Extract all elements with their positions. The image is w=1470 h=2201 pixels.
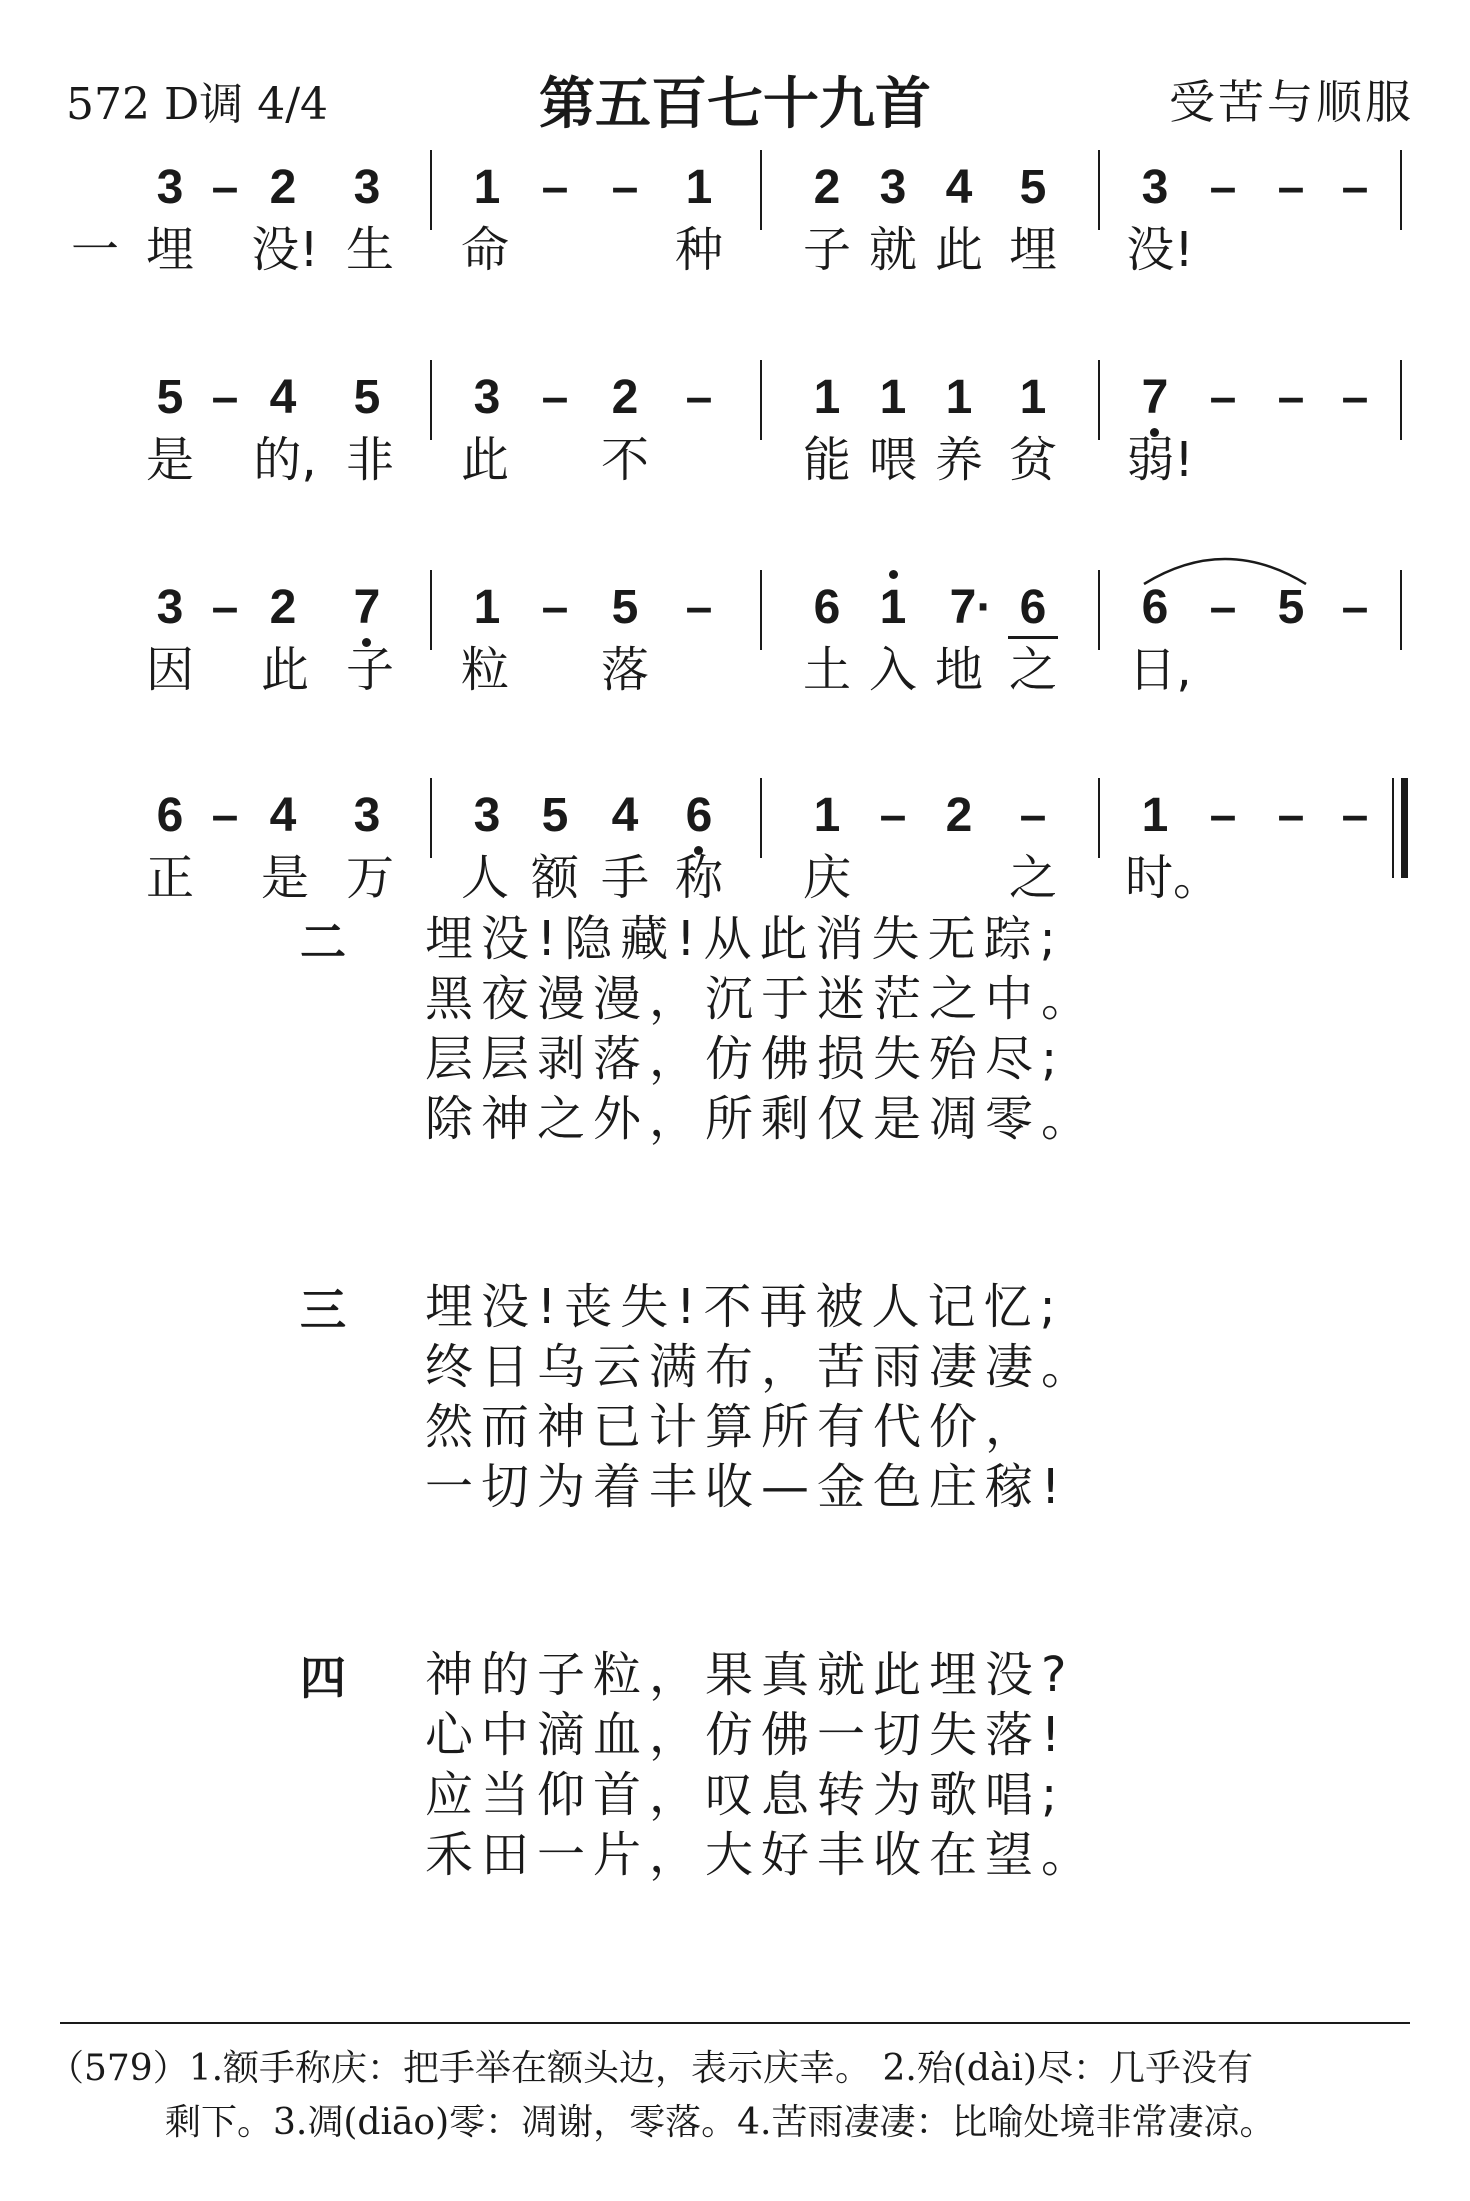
barline (1098, 360, 1100, 440)
note: 3 (879, 161, 907, 214)
lyric: 是 (145, 432, 194, 488)
lyric: 地 (934, 642, 983, 698)
note: – (541, 161, 569, 214)
lyric: 正 (145, 850, 194, 906)
barline (1098, 570, 1100, 650)
lyric: 日, (1128, 642, 1192, 698)
note: – (1341, 371, 1369, 424)
note: 7 (1141, 371, 1169, 424)
final-barline-thick (1401, 778, 1408, 878)
verse-line: 心中滴血，仿佛一切失落! (425, 1707, 1069, 1763)
note: – (1341, 581, 1369, 634)
verse-line: 埋没!隐藏!从此消失无踪; (425, 911, 1064, 967)
lyric: 手 (600, 850, 649, 906)
note: 4 (269, 371, 297, 424)
note: – (879, 789, 907, 842)
lyric: 非 (345, 432, 394, 488)
note: 6 (685, 789, 713, 842)
barline (1400, 360, 1402, 440)
eighth-underline (1008, 636, 1058, 639)
verse-line: 埋没!丧失!不再被人记忆; (425, 1279, 1064, 1335)
key-and-meter: 572 D调 4/4 (66, 79, 329, 130)
note: 5 (1277, 581, 1305, 634)
barline (430, 360, 432, 440)
lyric: 落 (600, 642, 649, 698)
verse-number: 二 (300, 915, 346, 969)
note: 3 (353, 161, 381, 214)
note: 3 (1141, 161, 1169, 214)
note: 5 (611, 581, 639, 634)
note: 3 (473, 371, 501, 424)
note: 7 (353, 581, 381, 634)
note: – (1209, 789, 1237, 842)
note: – (1277, 789, 1305, 842)
score-system-1 (0, 160, 1470, 315)
hymn-category: 受苦与顺服 (1169, 75, 1414, 129)
note: – (1209, 161, 1237, 214)
lyric: 入 (868, 642, 917, 698)
final-barline-thin (1392, 778, 1394, 878)
note: – (611, 161, 639, 214)
verse-line: 然而神已计算所有代价， (425, 1399, 1042, 1455)
lyric: 时。 (1125, 850, 1222, 906)
note: 6 (156, 789, 184, 842)
page-title: 第五百七十九首 (539, 72, 931, 137)
lyric: 没! (1126, 222, 1194, 278)
verse-line: 一切为着丰收—金色庄稼! (425, 1459, 1069, 1515)
lyric: 万 (345, 850, 394, 906)
note: – (211, 581, 239, 634)
note: 5 (1019, 161, 1047, 214)
note: 1 (1019, 371, 1047, 424)
lyric: 此 (460, 432, 509, 488)
barline (760, 360, 762, 440)
lyric: 埋 (1008, 222, 1057, 278)
lyric: 粒 (460, 642, 509, 698)
lyric: 生 (345, 222, 394, 278)
hymn-header (0, 60, 1470, 137)
lyric: 种 (674, 222, 723, 278)
note: 2 (611, 371, 639, 424)
verse-number: 三 (300, 1283, 346, 1337)
note: – (211, 371, 239, 424)
lyric: 命 (460, 222, 509, 278)
lyric: 喂 (868, 432, 917, 488)
lyric: 称 (674, 850, 723, 906)
note: 6 (813, 581, 841, 634)
lyric: 能 (802, 432, 851, 488)
note: 3 (156, 581, 184, 634)
footnote-divider (60, 2022, 1410, 2024)
note: 1 (879, 581, 907, 634)
note: 5 (353, 371, 381, 424)
lyric: 就 (868, 222, 917, 278)
note: – (1277, 161, 1305, 214)
lyric: 土 (802, 642, 851, 698)
lyric: 子 (802, 222, 851, 278)
note: 6 (1019, 581, 1047, 634)
footnote-line: （579）1.额手称庆：把手举在额头边，表示庆幸。 2.殆(dài)尽：几乎没有 (48, 2048, 1253, 2089)
score-system-2 (0, 370, 1470, 525)
barline (1098, 150, 1100, 230)
note: 4 (269, 789, 297, 842)
lyric: 没! (251, 222, 319, 278)
lyric: 之 (1008, 850, 1057, 906)
note: 1 (813, 371, 841, 424)
lyric: 埋 (145, 222, 194, 278)
lyric: 是 (260, 850, 309, 906)
barline (1400, 150, 1402, 230)
note: – (1277, 371, 1305, 424)
note: – (1019, 789, 1047, 842)
note: 3 (353, 789, 381, 842)
verse-number: 四 (300, 1651, 346, 1705)
lyric: 人 (460, 850, 509, 906)
verse-line: 神的子粒，果真就此埋没? (425, 1647, 1075, 1703)
verse-line: 层层剥落，仿佛损失殆尽; (425, 1031, 1066, 1087)
barline (760, 570, 762, 650)
note: 5 (156, 371, 184, 424)
lyric: 庆 (802, 850, 851, 906)
note: – (541, 581, 569, 634)
note: 1 (473, 581, 501, 634)
lyric: 之 (1008, 642, 1057, 698)
lyric: 贫 (1008, 432, 1057, 488)
high-octave-dot (889, 570, 898, 579)
note: – (1209, 581, 1237, 634)
note: – (211, 789, 239, 842)
footnote-line: 剩下。3.凋(diāo)零：凋谢，零落。4.苦雨凄凄：比喻处境非常凄凉。 (165, 2102, 1276, 2143)
verse-line: 禾田一片，大好丰收在望。 (425, 1827, 1098, 1883)
note: 3 (156, 161, 184, 214)
lyric: 因 (145, 642, 194, 698)
lyric: 不 (600, 432, 649, 488)
note: – (1341, 789, 1369, 842)
note: 2 (813, 161, 841, 214)
note: 7· (949, 581, 993, 634)
note: 5 (541, 789, 569, 842)
note: 1 (685, 161, 713, 214)
note: 4 (945, 161, 973, 214)
lyric: 此 (934, 222, 983, 278)
note: 1 (473, 161, 501, 214)
note: 2 (945, 789, 973, 842)
lyric: 此 (260, 642, 309, 698)
note: – (685, 581, 713, 634)
note: 2 (269, 581, 297, 634)
lyric: 养 (934, 432, 983, 488)
barline (760, 150, 762, 230)
lyric: 弱! (1126, 432, 1194, 488)
note: – (541, 371, 569, 424)
note: 1 (945, 371, 973, 424)
verse-line: 应当仰首，叹息转为歌唱; (425, 1767, 1066, 1823)
barline (430, 150, 432, 230)
barline (1400, 570, 1402, 650)
barline (430, 570, 432, 650)
note: 1 (813, 789, 841, 842)
barline (760, 778, 762, 858)
note: – (1209, 371, 1237, 424)
barline (1098, 778, 1100, 858)
note: – (685, 371, 713, 424)
note: 6 (1141, 581, 1169, 634)
note: 4 (611, 789, 639, 842)
note: – (211, 161, 239, 214)
note: 1 (1141, 789, 1169, 842)
note: 1 (879, 371, 907, 424)
lyric: 额 (530, 850, 579, 906)
barline (430, 778, 432, 858)
verse-line: 终日乌云满布，苦雨凄凄。 (425, 1339, 1098, 1395)
note: 3 (473, 789, 501, 842)
verse-line: 黑夜漫漫，沉于迷茫之中。 (425, 971, 1098, 1027)
lyric: 一 (70, 222, 119, 278)
note: 2 (269, 161, 297, 214)
note: – (1341, 161, 1369, 214)
lyric: 的, (253, 432, 317, 488)
verse-line: 除神之外，所剩仅是凋零。 (425, 1091, 1098, 1147)
score-system-3 (0, 580, 1470, 735)
lyric: 子 (345, 642, 394, 698)
